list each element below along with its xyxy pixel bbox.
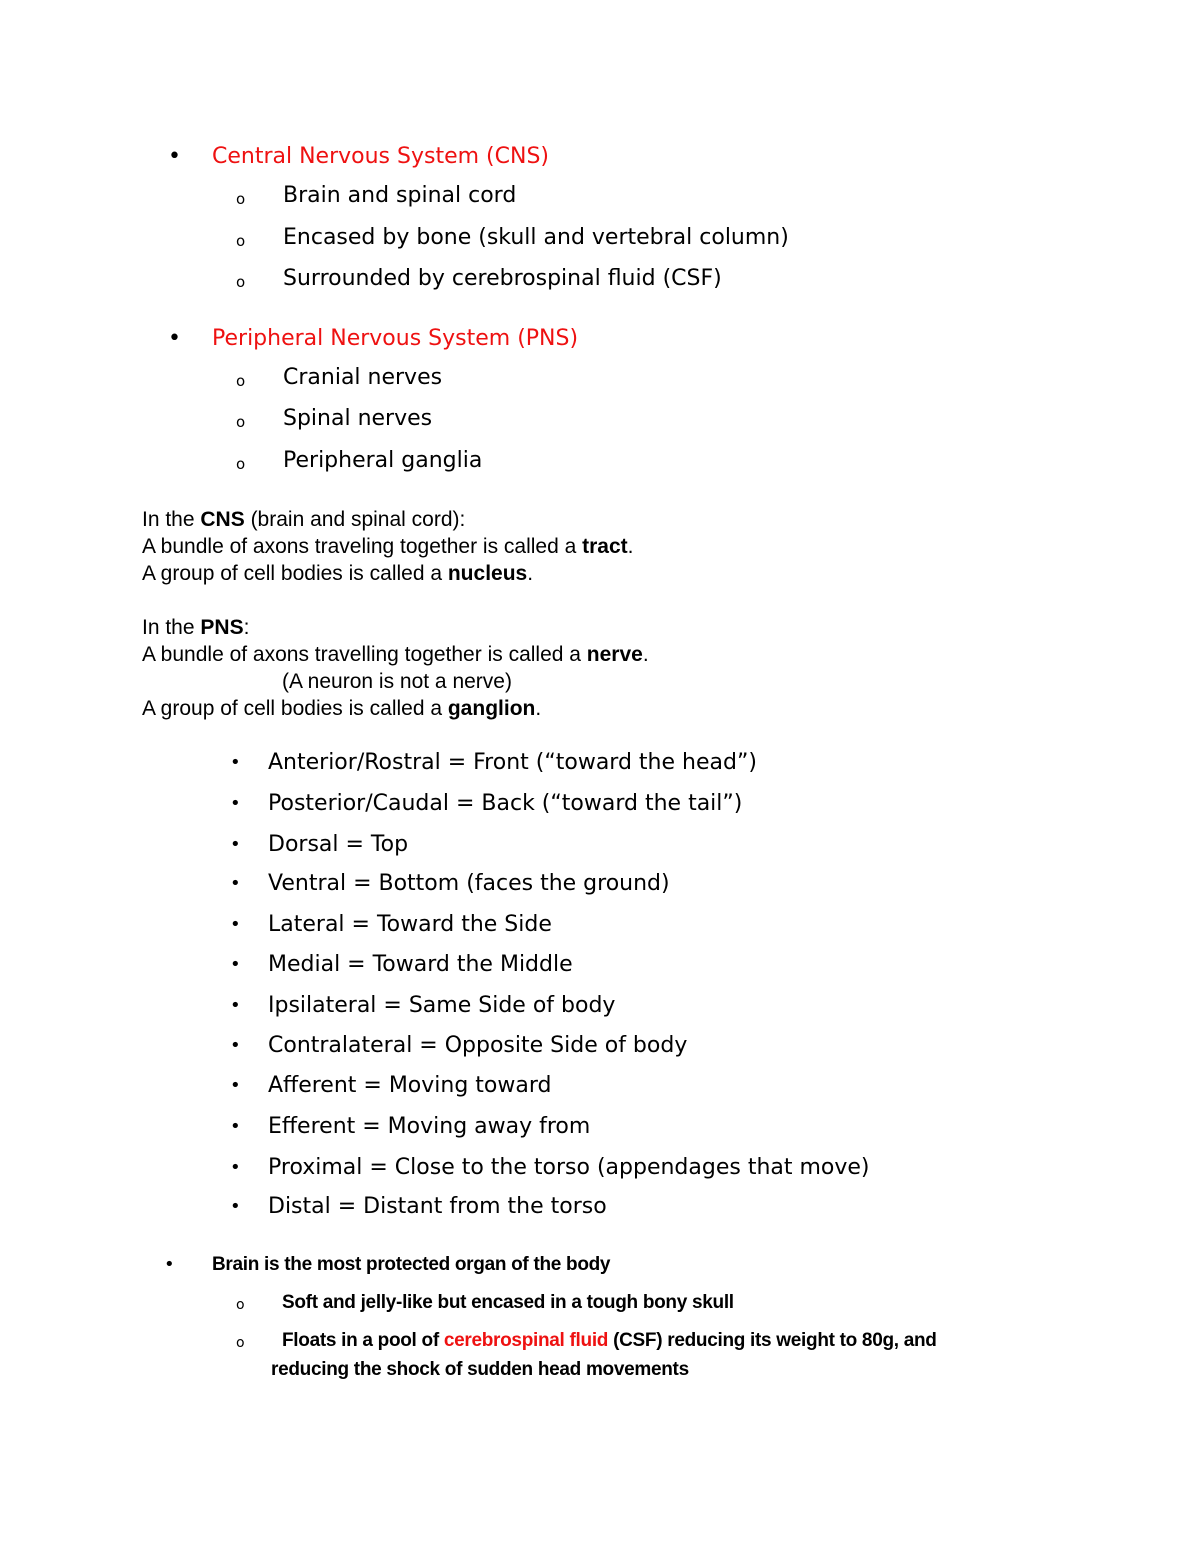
list-item — [0, 446, 1200, 478]
bold-term: nucleus — [447, 562, 528, 585]
brain-item — [282, 1327, 937, 1355]
bullet-circle: o — [236, 1335, 245, 1351]
term-text: Ipsilateral = Same Side of body — [268, 993, 616, 1018]
bold-term: nerve — [586, 643, 643, 666]
bullet-dot: • — [230, 793, 241, 814]
term-text: Lateral = Toward the Side — [268, 912, 552, 937]
bullet-dot: • — [168, 326, 181, 351]
bold-term: ganglion — [447, 697, 536, 720]
bullet-dot: • — [230, 914, 241, 935]
pns-paragraph — [142, 614, 649, 722]
term-item — [0, 748, 1200, 788]
brain-item: Soft and jelly-like but encased in a tough bony skull — [282, 1292, 734, 1313]
bullet-dot: • — [230, 1035, 241, 1056]
bullet-circle: o — [236, 413, 246, 431]
bullet-dot: • — [230, 752, 241, 773]
cns-heading-row — [0, 142, 1200, 174]
cns-item: Brain and spinal cord — [283, 183, 517, 208]
text: A group of cell bodies is called a — [142, 562, 448, 585]
paragraph-line — [142, 614, 649, 641]
bold-term: PNS — [200, 616, 244, 639]
text: . — [642, 643, 649, 666]
bullet-dot: • — [230, 954, 241, 975]
pns-item: Cranial nerves — [283, 365, 443, 390]
bullet-circle: o — [236, 372, 246, 390]
term-item — [0, 991, 1200, 1031]
term-item — [0, 869, 1200, 909]
text: A bundle of axons travelling together is called a — [142, 643, 587, 666]
bullet-circle: o — [236, 190, 246, 208]
term-text: Ventral = Bottom (faces the ground) — [268, 871, 670, 896]
cns-heading: Central Nervous System (CNS) — [212, 144, 549, 169]
highlight-term: cerebrospinal fluid — [443, 1330, 609, 1351]
bullet-circle: o — [236, 1297, 245, 1313]
text: . — [535, 697, 542, 720]
cns-paragraph — [142, 506, 634, 587]
term-item — [0, 1112, 1200, 1152]
text: A group of cell bodies is called a — [142, 697, 448, 720]
paragraph-line — [142, 533, 634, 560]
brain-heading: Brain is the most protected organ of the body — [212, 1254, 611, 1275]
bullet-circle: o — [236, 455, 246, 473]
term-text: Posterior/Caudal = Back (“toward the tail”) — [268, 791, 743, 816]
pns-item: Spinal nerves — [283, 406, 433, 431]
list-item — [0, 181, 1200, 213]
term-text: Efferent = Moving away from — [268, 1114, 591, 1139]
bullet-dot: • — [230, 834, 241, 855]
term-item — [0, 950, 1200, 990]
list-item — [0, 264, 1200, 296]
term-text: Anterior/Rostral = Front (“toward the head”) — [268, 750, 757, 775]
cns-item: Encased by bone (skull and vertebral column) — [283, 225, 789, 250]
bullet-dot: • — [230, 873, 241, 894]
list-item-continuation — [0, 1356, 1200, 1388]
term-text: Proximal = Close to the torso (appendages that move) — [268, 1155, 870, 1180]
term-item — [0, 830, 1200, 870]
term-text: Contralateral = Opposite Side of body — [268, 1033, 688, 1058]
bullet-circle: o — [236, 273, 246, 291]
brain-heading-row — [0, 1251, 1200, 1283]
text: Floats in a pool of — [282, 1330, 444, 1351]
term-text: Medial = Toward the Middle — [268, 952, 573, 977]
bullet-circle: o — [236, 232, 246, 250]
text: . — [627, 535, 634, 558]
paragraph-line — [142, 695, 649, 722]
paragraph-line — [142, 560, 634, 587]
text: . — [527, 562, 534, 585]
text: A bundle of axons traveling together is called a — [142, 535, 583, 558]
term-text: Dorsal = Top — [268, 832, 409, 857]
list-item — [0, 404, 1200, 436]
text: : — [243, 616, 250, 639]
bullet-dot: • — [164, 1254, 175, 1275]
text: (brain and spinal cord): — [244, 508, 466, 531]
list-item — [0, 1327, 1200, 1359]
list-item — [0, 363, 1200, 395]
term-text: Distal = Distant from the torso — [268, 1194, 607, 1219]
brain-item-continued: reducing the shock of sudden head movements — [271, 1359, 689, 1380]
text: In the — [142, 508, 201, 531]
term-item — [0, 789, 1200, 829]
term-item — [0, 1192, 1200, 1232]
paragraph-line — [142, 641, 649, 668]
paragraph-line: (A neuron is not a nerve) — [282, 670, 512, 693]
paragraph-line — [142, 506, 634, 533]
term-item — [0, 1071, 1200, 1111]
term-item — [0, 1031, 1200, 1071]
bullet-dot: • — [230, 1157, 241, 1178]
bold-term: tract — [582, 535, 628, 558]
pns-item: Peripheral ganglia — [283, 448, 483, 473]
term-item — [0, 910, 1200, 950]
pns-heading-row — [0, 324, 1200, 356]
list-item — [0, 1289, 1200, 1321]
term-item — [0, 1153, 1200, 1193]
bullet-dot: • — [230, 1075, 241, 1096]
term-text: Afferent = Moving toward — [268, 1073, 552, 1098]
bold-term: CNS — [200, 508, 245, 531]
list-item — [0, 223, 1200, 255]
text: In the — [142, 616, 201, 639]
bullet-dot: • — [168, 144, 181, 169]
cns-item: Surrounded by cerebrospinal fluid (CSF) — [283, 266, 722, 291]
bullet-dot: • — [230, 995, 241, 1016]
text: (CSF) reducing its weight to 80g, and — [608, 1330, 937, 1351]
bullet-dot: • — [230, 1116, 241, 1137]
bullet-dot: • — [230, 1196, 241, 1217]
pns-heading: Peripheral Nervous System (PNS) — [212, 326, 579, 351]
